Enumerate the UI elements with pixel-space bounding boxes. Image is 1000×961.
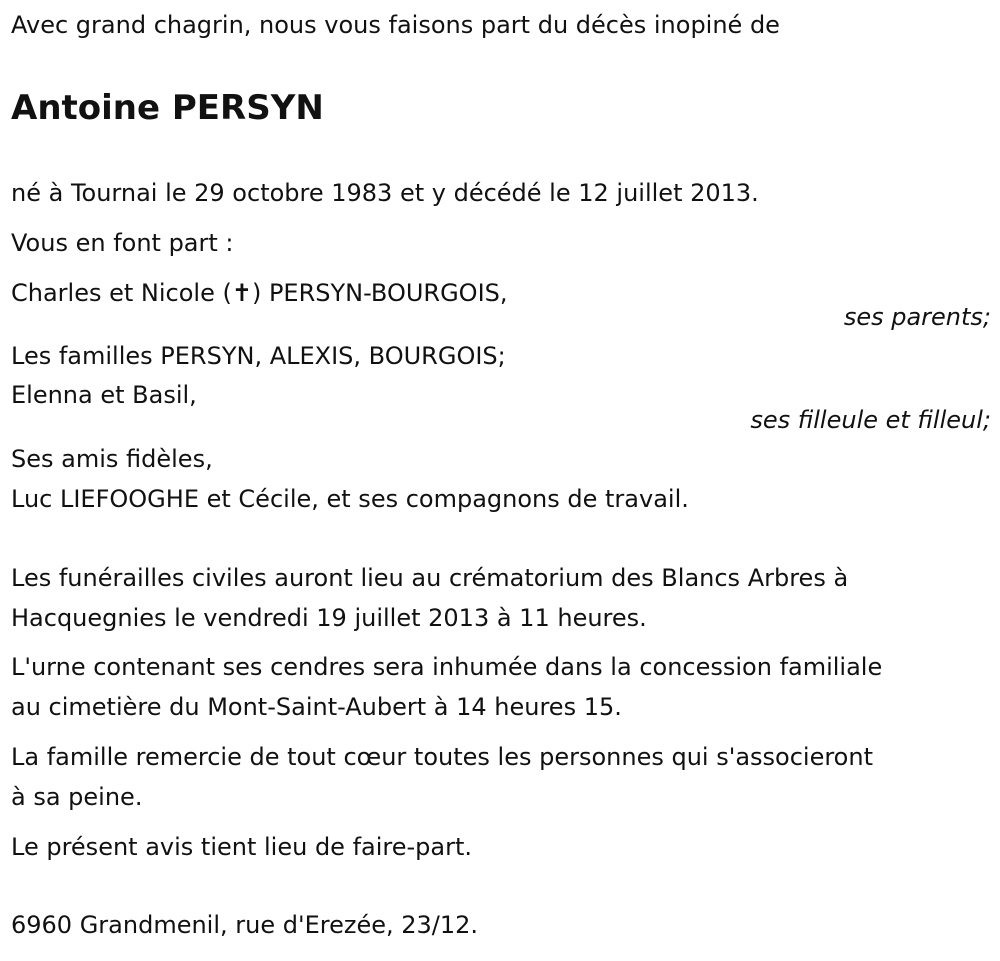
relation-godchildren: ses filleule et filleul; [750,406,991,434]
family-families: Les familles PERSYN, ALEXIS, BOURGOIS; [11,342,506,370]
funeral-line-2: Hacquegnies le vendredi 19 juillet 2013 à 11 heures. [11,604,647,632]
family-parents: Charles et Nicole (✝) PERSYN-BOURGOIS, [11,279,508,307]
funeral-line-1: Les funérailles civiles auront lieu au crématorium des Blancs Arbres à [11,564,849,592]
family-friends: Ses amis fidèles, [11,445,213,473]
address: 6960 Grandmenil, rue d'Erezée, 23/12. [11,911,479,939]
deceased-name: Antoine PERSYN [11,88,324,128]
family-godchildren: Elenna et Basil, [11,381,197,409]
relation-parents: ses parents; [843,303,991,331]
intro-text: Avec grand chagrin, nous vous faisons part du décès inopiné de [11,11,780,39]
announcers-intro: Vous en font part : [11,229,234,257]
thanks-line-2: à sa peine. [11,783,143,811]
thanks-line-1: La famille remercie de tout cœur toutes les personnes qui s'associeront [11,743,873,771]
family-colleagues: Luc LIEFOOGHE et Cécile, et ses compagnons de travail. [11,485,689,513]
birth-death-text: né à Tournai le 29 octobre 1983 et y décédé le 12 juillet 2013. [11,179,759,207]
notice-line: Le présent avis tient lieu de faire-part. [11,833,473,861]
urn-line-2: au cimetière du Mont-Saint-Aubert à 14 heures 15. [11,693,622,721]
urn-line-1: L'urne contenant ses cendres sera inhumée dans la concession familiale [11,653,883,681]
